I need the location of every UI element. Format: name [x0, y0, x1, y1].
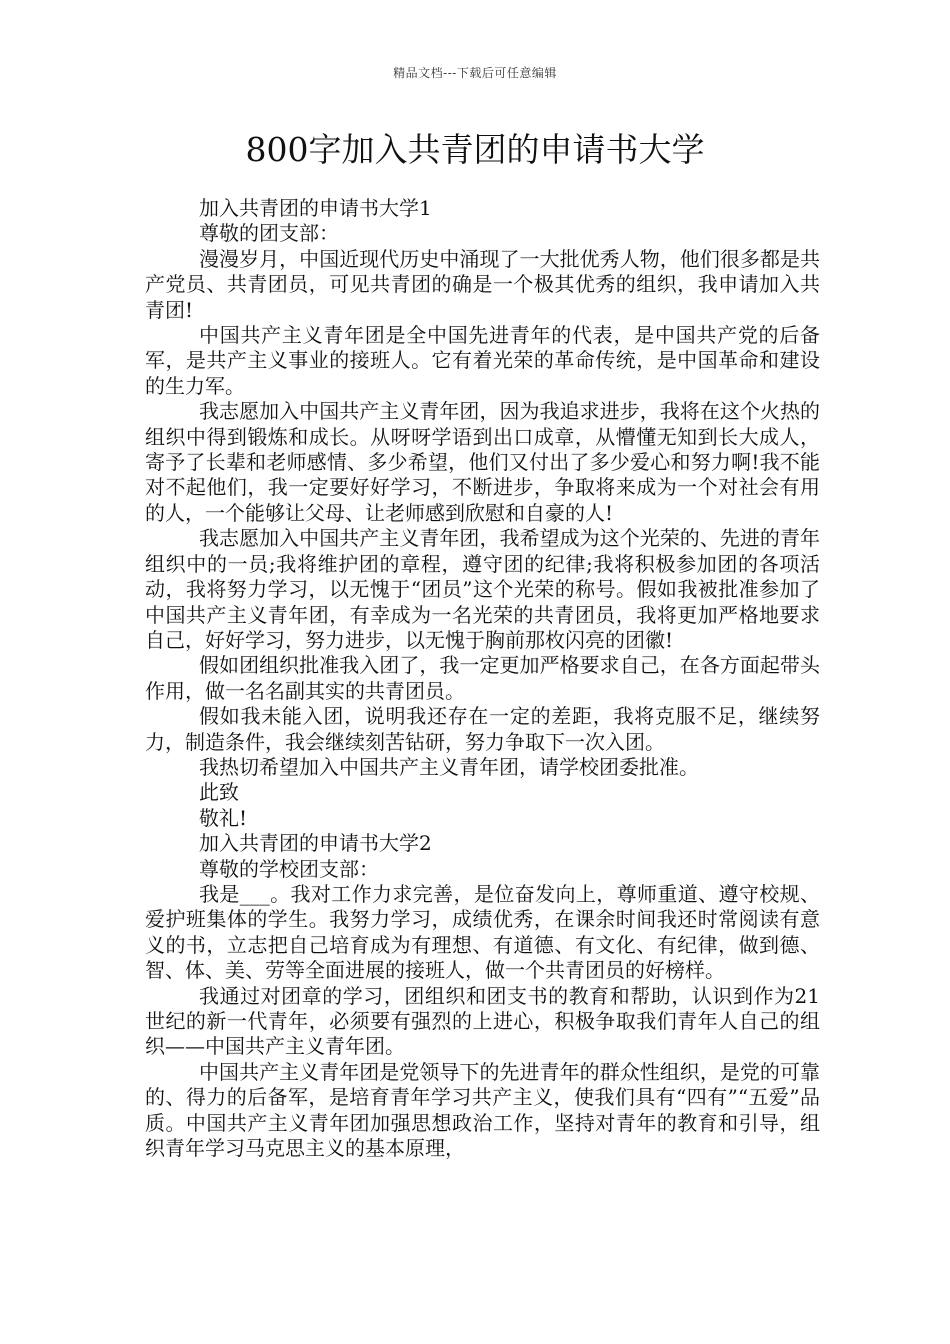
body-paragraph: 我志愿加入中国共产主义青年团，因为我追求进步，我将在这个火热的组织中得到锻炼和成长。从呀呀学语到出口成章，从懵懂无知到长大成人，寄予了长辈和老师感情、多少希望，他们又付出了多少爱心和努力啊!我不能对不起他们，我一定要好好学习，不断进步，争取将来成为一个对社会有用的人，一个能够让父母、让老师感到欣慰和自豪的人! — [145, 399, 820, 525]
body-paragraph: 我通过对团章的学习，团组织和团支书的教育和帮助，认识到作为21世纪的新一代青年，必须要有强烈的上进心，积极争取我们青年人自己的组织——中国共产主义青年团。 — [145, 983, 820, 1059]
body-paragraph: 我志愿加入中国共产主义青年团，我希望成为这个光荣的、先进的青年组织中的一员;我将维护团的章程，遵守团的纪律;我将积极参加团的各项活动，我将努力学习，以无愧于“团员”这个光荣的称号。假如我被批准参加了中国共产主义青年团，有幸成为一名光荣的共青团员，我将更加严格地要求自己，好好学习，努力进步，以无愧于胸前那枚闪亮的团徽! — [145, 526, 820, 652]
body-paragraph: 中国共产主义青年团是党领导下的先进青年的群众性组织，是党的可靠的、得力的后备军，是培育青年学习共产主义，使我们具有“四有”“五爱”品质。中国共产主义青年团加强思想政治工作，坚持对青年的教育和引导，组织青年学习马克思主义的基本原理， — [145, 1059, 820, 1161]
body-paragraph: 中国共产主义青年团是全中国先进青年的代表，是中国共产党的后备军，是共产主义事业的接班人。它有着光荣的革命传统，是中国革命和建设的生力军。 — [145, 323, 820, 398]
salutation: 尊敬的学校团支部： — [199, 856, 379, 881]
salutation: 尊敬的团支部： — [199, 221, 339, 246]
body-paragraph: 假如我未能入团，说明我还存在一定的差距，我将克服不足，继续努力，制造条件，我会继续刻苦钻研，努力争取下一次入团。 — [145, 704, 820, 754]
header-note: 精品文档---下载后可任意编辑 — [393, 66, 557, 80]
body-paragraph: 假如团组织批准我入团了，我一定更加严格要求自己，在各方面起带头作用，做一名名副其实的共青团员。 — [145, 653, 820, 703]
document-title: 800字加入共青团的申请书大学 — [245, 130, 705, 169]
section-heading: 加入共青团的申请书大学2 — [199, 831, 432, 856]
body-paragraph: 我是___。我对工作力求完善，是位奋发向上，尊师重道、遵守校规、爱护班集体的学生。我努力学习，成绩优秀，在课余时间我还时常阅读有意义的书，立志把自己培育成为有理想、有道德、有文化、有纪律，做到德、智、体、美、劳等全面进展的接班人，做一个共青团员的好榜样。 — [145, 881, 820, 983]
closing-line: 此致 — [199, 780, 239, 805]
document-body — [145, 196, 820, 1161]
body-paragraph: 我热切希望加入中国共产主义青年团，请学校团委批准。 — [199, 754, 699, 779]
closing-line: 敬礼! — [199, 805, 248, 830]
section-heading: 加入共青团的申请书大学1 — [199, 196, 432, 220]
body-paragraph: 漫漫岁月，中国近现代历史中涌现了一大批优秀人物，他们很多都是共产党员、共青团员，可见共青团的确是一个极其优秀的组织，我申请加入共青团! — [145, 246, 820, 322]
